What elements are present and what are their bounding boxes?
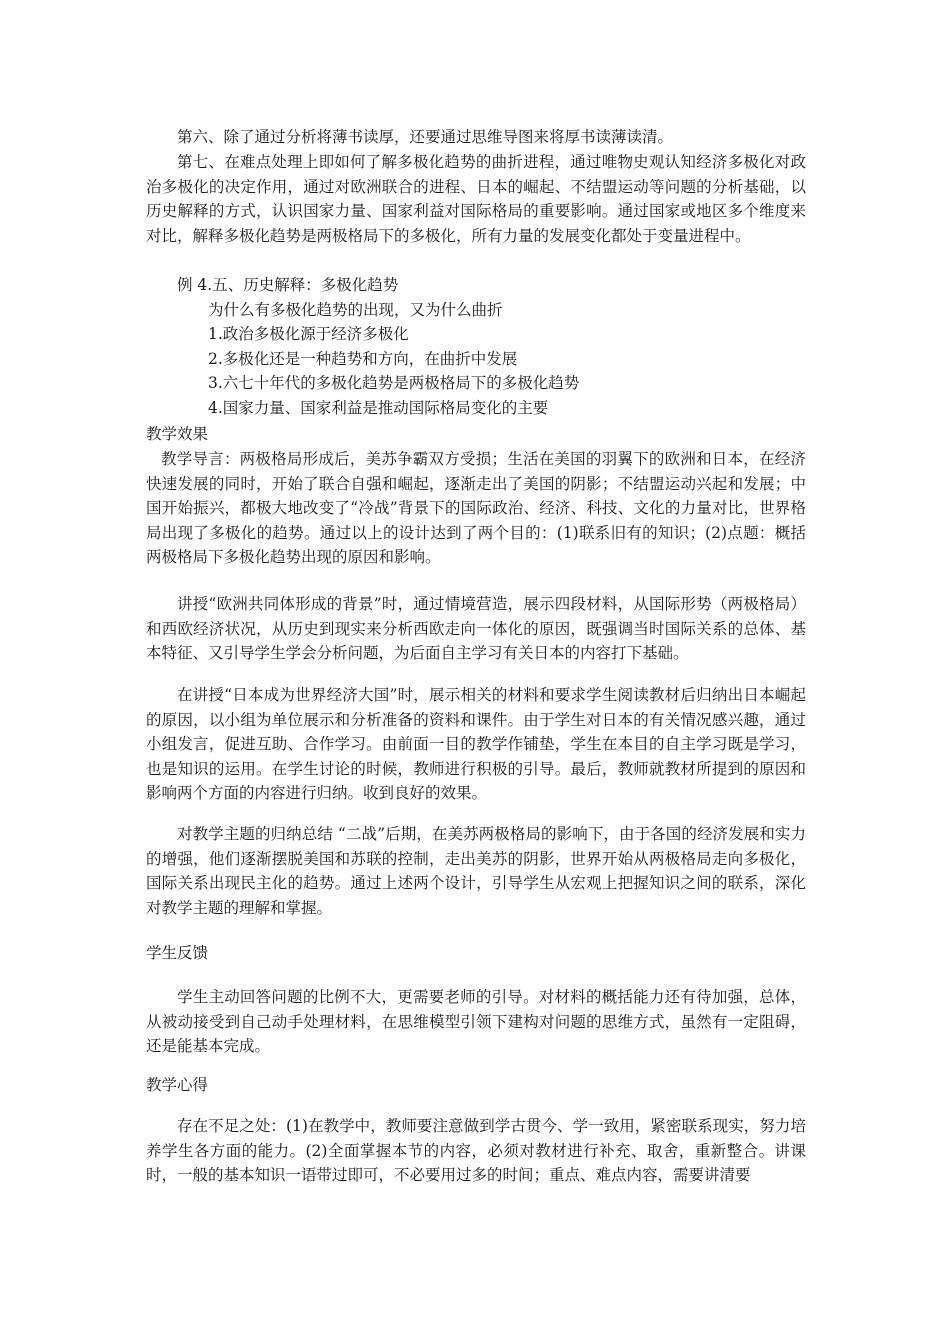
example-point: 1.政治多极化源于经济多极化 — [208, 325, 409, 344]
europe-paragraph-block — [146, 592, 806, 666]
teaching-intro-paragraph: 教学导言：两极格局形成后，美苏争霸双方受损；生活在美国的羽翼下的欧洲和日本，在经济快速发展的同时，开始了联合自强和崛起，逐渐走出了美国的阴影；不结盟运动兴起和发展；中国开始振兴，都极大地改变了“冷战”背景下的国际政治、经济、科技、文化的力量对比，世界格局出现了多极化的趋势。通过以上的设计达到了两个目的：(1)联系旧有的知识；(2)点题：概括两极格局下多极化趋势出现的原因和影响。 — [146, 450, 806, 567]
reflection-heading-block — [146, 1073, 806, 1098]
example-block — [146, 273, 806, 421]
reflection-paragraph-block — [146, 1114, 806, 1188]
feedback-heading-block — [146, 941, 806, 966]
feedback-paragraph-block — [146, 985, 806, 1059]
japan-paragraph-block — [146, 683, 806, 806]
europe-community-paragraph: 讲授“欧洲共同体形成的背景”时，通过情境营造，展示四段材料，从国际形势（两极格局）和西欧经济状况，从历史到现实来分析西欧走向一体化的原因，既强调当时国际关系的总体、基本特征、又引导学生学会分析问题，为后面自主学习有关日本的内容打下基础。 — [146, 595, 806, 663]
summary-paragraph-block — [146, 822, 806, 920]
teaching-reflection-paragraph: 存在不足之处：(1)在教学中，教师要注意做到学古贯今、学一致用，紧密联系现实，努力培养学生各方面的能力。(2)全面掌握本节的内容，必须对教材进行补充、取舍，重新整合。讲课时，一般的基本知识一语带过即可，不必要用过多的时间；重点、难点内容，需要讲清要 — [146, 1117, 806, 1185]
teaching-reflection-heading: 教学心得 — [146, 1076, 209, 1094]
section-seven-block — [146, 150, 806, 248]
teaching-effect-heading: 教学效果 — [146, 425, 209, 443]
example-title: 例 4.五、历史解释：多极化趋势 — [177, 276, 399, 294]
teaching-intro-block — [146, 447, 806, 570]
student-feedback-heading: 学生反馈 — [146, 944, 209, 962]
student-feedback-paragraph: 学生主动回答问题的比例不大，更需要老师的引导。对材料的概括能力还有待加强，总体，从被动接受到自己动手处理材料，在思维模型引领下建构对问题的思维方式，虽然有一定阻碍，还是能基本完成。 — [146, 988, 806, 1056]
japan-economy-paragraph: 在讲授“日本成为世界经济大国”时，展示相关的材料和要求学生阅读教材后归纳出日本崛起的原因，以小组为单位展示和分析准备的资料和课件。由于学生对日本的有关情况感兴趣，通过小组发言，促进互助、合作学习。由前面一目的教学作铺垫，学生在本目的自主学习既是学习，也是知识的运用。在学生讨论的时候，教师进行积极的引导。最后，教师就教材所提到的原因和影响两个方面的内容进行归纳。收到良好的效果。 — [146, 686, 806, 803]
section-seven-paragraph: 第七、在难点处理上即如何了解多极化趋势的曲折进程，通过唯物史观认知经济多极化对政治多极化的决定作用，通过对欧洲联合的进程、日本的崛起、不结盟运动等问题的分析基础，以历史解释的方式，认识国家力量、国家利益对国际格局的重要影响。通过国家或地区多个维度来对比，解释多极化趋势是两极格局下的多极化，所有力量的发展变化都处于变量进程中。 — [146, 153, 806, 245]
section-six-block — [146, 125, 806, 150]
theme-summary-paragraph: 对教学主题的归纳总结 “二战”后期，在美苏两极格局的影响下，由于各国的经济发展和实力的增强，他们逐渐摆脱美国和苏联的控制，走出美苏的阴影，世界开始从两极格局走向多极化，国际关系出现民主化的趋势。通过上述两个设计，引导学生从宏观上把握知识之间的联系，深化对教学主题的理解和掌握。 — [146, 825, 806, 917]
section-six-paragraph: 第六、除了通过分析将薄书读厚，还要通过思维导图来将厚书读薄读清。 — [177, 128, 674, 146]
example-question: 为什么有多极化趋势的出现，又为什么曲折 — [208, 300, 503, 319]
example-point: 4.国家力量、国家利益是推动国际格局变化的主要 — [208, 398, 549, 417]
example-point: 2.多极化还是一种趋势和方向，在曲折中发展 — [208, 349, 518, 368]
teaching-effect-heading-block — [146, 422, 806, 447]
example-point: 3.六七十年代的多极化趋势是两极格局下的多极化趋势 — [208, 374, 580, 393]
